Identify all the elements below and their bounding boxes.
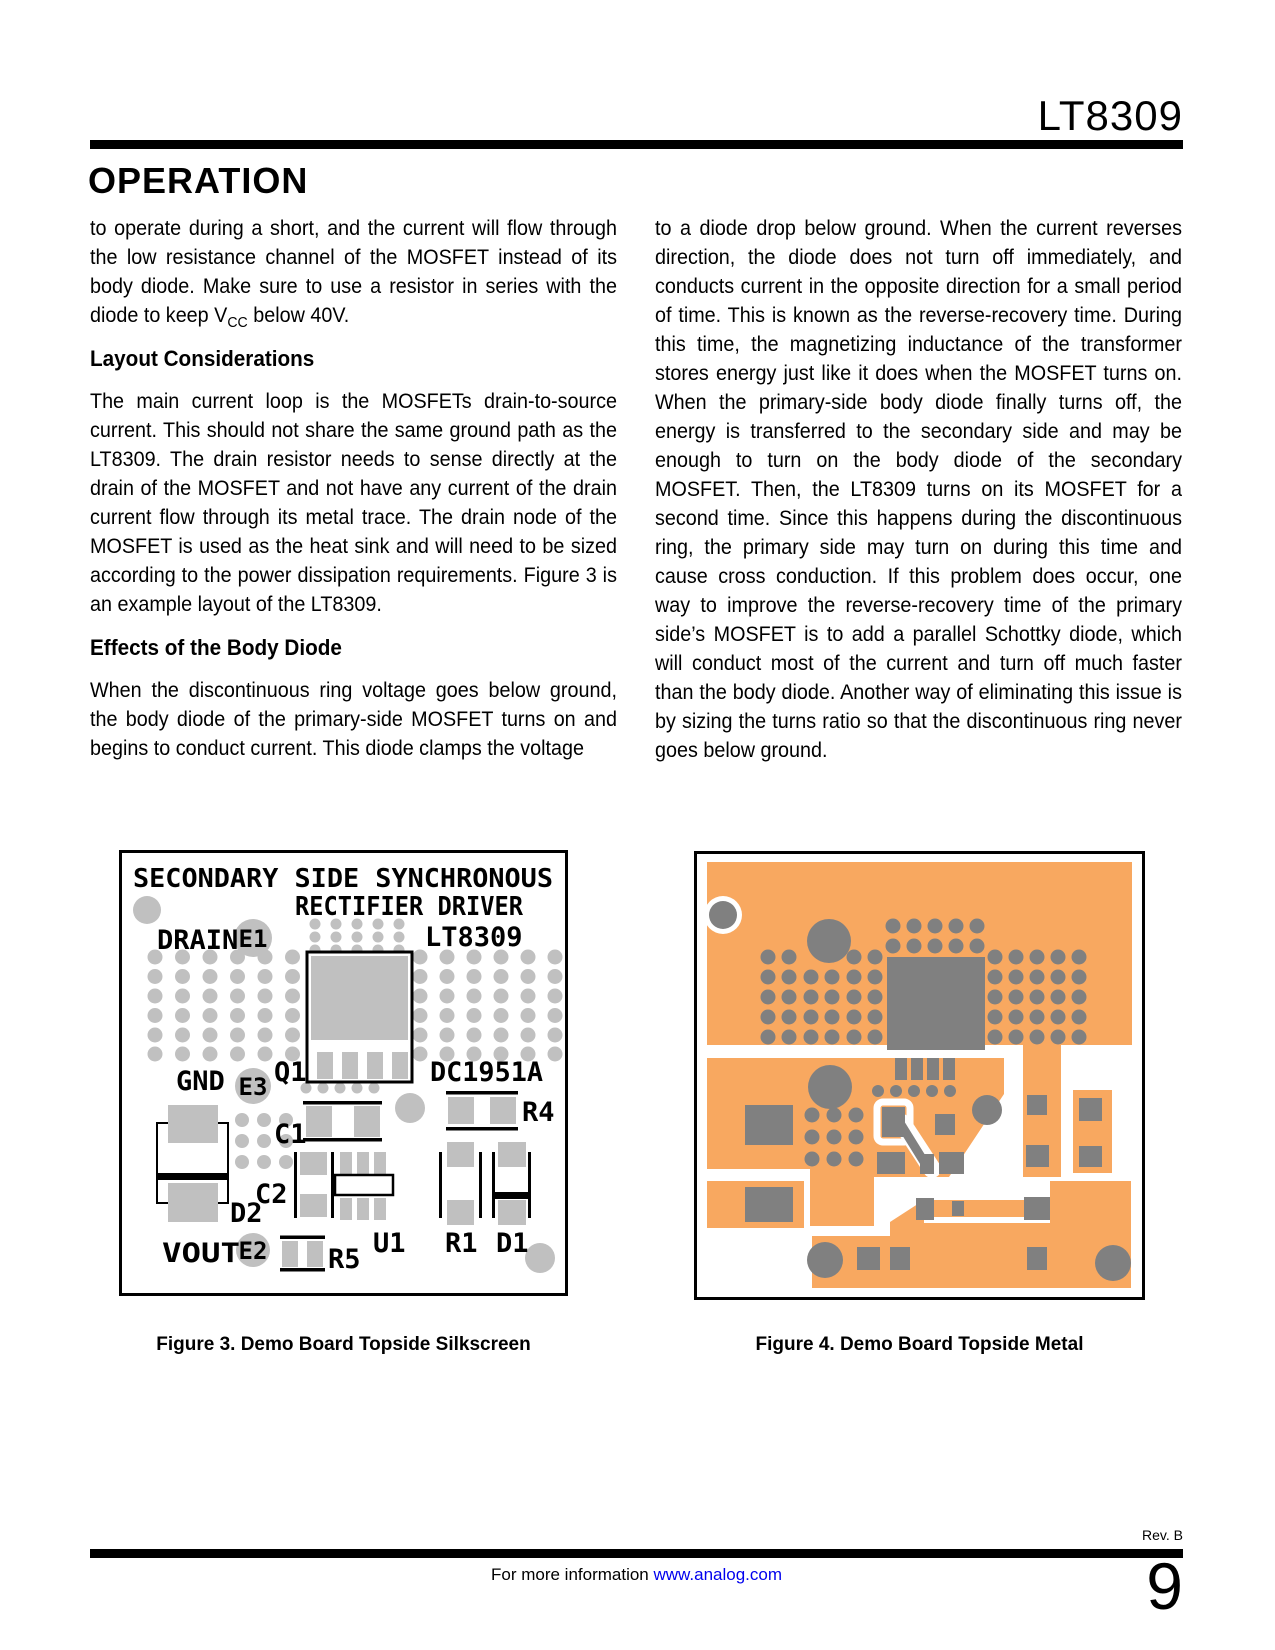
- q1-mosfet-footprint: [307, 952, 412, 1082]
- paragraph-short-circuit: to operate during a short, and the current will flow through the low resistance channel of the MOSFET instead of its body diode. Make sure to use a resistor in series with the diode to keep $V_{CC}$ below 40V.: [90, 217, 617, 332]
- vcc-subscript: CC: [227, 314, 248, 332]
- pcb-copper-drawing: [694, 851, 1145, 1300]
- silk-title-line2: RECTIFIER DRIVER: [295, 892, 524, 922]
- section-title: OPERATION: [88, 160, 309, 201]
- page-number: 9: [1146, 1549, 1183, 1623]
- silk-label-r1: R1: [445, 1228, 478, 1259]
- silk-label-q1: Q1: [274, 1057, 307, 1088]
- silk-label-r5: R5: [328, 1244, 361, 1275]
- paragraph-body-diode: When the discontinuous ring voltage goes below ground, the body diode of the primary-side MOSFET turns on and begins to conduct current. This diode clamps the voltage: [90, 679, 617, 760]
- left-column: [90, 214, 617, 763]
- mounting-hole: [133, 896, 161, 924]
- silk-label-r4: R4: [522, 1097, 555, 1128]
- part-number: LT8309: [1037, 92, 1183, 139]
- right-column: [655, 214, 1182, 765]
- silk-label-lt8309: LT8309: [425, 922, 523, 953]
- analog-com-link[interactable]: www.analog.com: [653, 1565, 783, 1584]
- silk-label-vout: VOUT: [162, 1238, 240, 1269]
- paragraph-reverse-recovery: to a diode drop below ground. When the current reverses direction, the diode does not turn off immediately, and conducts current in the opposite direction for a small period of time. This is known as the reverse-recovery time. During this time, the magnetizing inductance of the transformer stores energy just like it does when the MOSFET turns on. When the primary-side body diode finally turns off, the energy is transferred to the secondary side and may be enough to turn on the body diode of the secondary MOSFET. Then, the LT8309 turns on its MOSFET for a second time. Since this happens during the discontinuous ring, the primary side may turn on during this time and cause cross conduction. If this problem does occur, one way to improve the reverse-recovery time of the primary side’s MOSFET is to add a parallel Schottky diode, which will conduct most of the current and turn off much faster than the body diode. Another way of eliminating this issue is by sizing the turns ratio so that the discontinuous ring never goes below ground.: [655, 217, 1182, 762]
- silk-label-e1: E1: [238, 925, 268, 953]
- heading-body-diode: Effects of the Body Diode: [90, 635, 342, 660]
- paragraph-layout: The main current loop is the MOSFETs drain-to-source current. This should not share the same ground path as the LT8309. The drain resistor needs to sense directly at the drain of the MOSFET and not have any current of the drain current flow through its metal trace. The drain node of the MOSFET is used as the heat sink and will need to be sized according to the power dissipation requirements. Figure 3 is an example layout of the LT8309.: [90, 390, 617, 616]
- silk-label-drain: DRAIN: [157, 925, 239, 956]
- silk-label-e3: E3: [238, 1073, 268, 1101]
- mounting-hole: [525, 1243, 555, 1273]
- silk-label-c2: C2: [255, 1179, 288, 1210]
- figure3-silkscreen-image: [119, 850, 568, 1301]
- pcb-silkscreen-drawing: [119, 850, 568, 1296]
- silk-label-e2: E2: [238, 1237, 268, 1265]
- silk-label-u1: U1: [373, 1228, 406, 1259]
- figure4-metal-image: [694, 851, 1145, 1305]
- silk-title-line1: SECONDARY SIDE SYNCHRONOUS: [133, 864, 553, 894]
- header-rule: [90, 140, 1183, 149]
- footer-info-text: For more information: [490, 1565, 649, 1584]
- figure4-caption: Figure 4. Demo Board Topside Metal: [755, 1334, 1084, 1355]
- figure3-caption: Figure 3. Demo Board Topside Silkscreen: [156, 1334, 531, 1355]
- u1-ic-footprint: [335, 1152, 393, 1220]
- silk-label-c1: C1: [274, 1119, 307, 1150]
- silk-label-gnd: GND: [176, 1066, 225, 1097]
- silk-label-d2: D2: [230, 1198, 263, 1229]
- q1-tab-pad: [887, 957, 985, 1050]
- silk-label-dc1951a: DC1951A: [430, 1057, 543, 1088]
- silk-label-d1: D1: [496, 1228, 529, 1259]
- revision-label: Rev. B: [1142, 1527, 1183, 1543]
- heading-layout-considerations: Layout Considerations: [90, 346, 315, 371]
- via: [395, 1093, 425, 1123]
